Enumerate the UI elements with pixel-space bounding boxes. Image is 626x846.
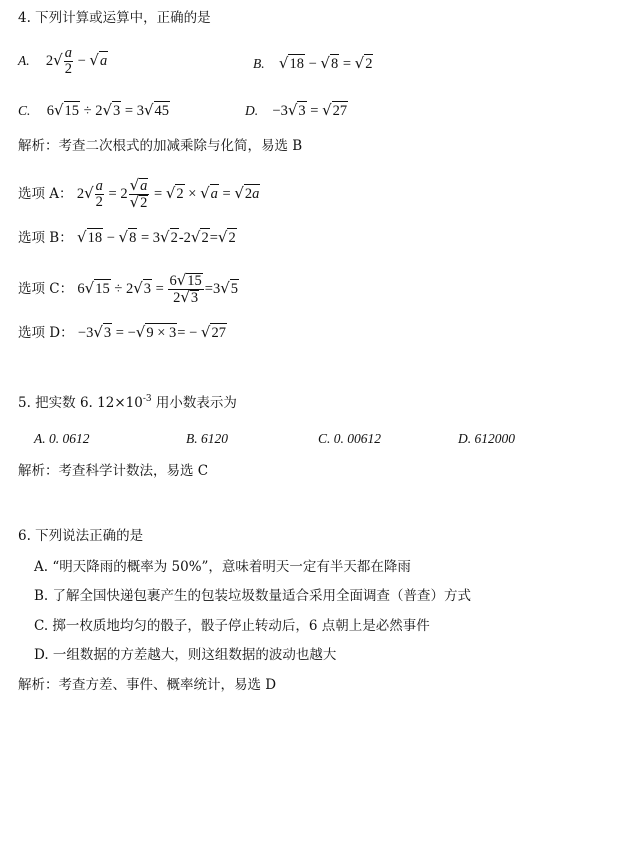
q6-option-d: D. 一组数据的方差越大，则这组数据的波动也越大 xyxy=(34,647,337,663)
q4-explain-d: 选项 D： −3√3 = −√9 × 3= − √27 xyxy=(18,323,226,341)
option-label: A. xyxy=(18,52,30,68)
stem-text-tail: 用小数表示为 xyxy=(151,395,237,411)
q6-analysis: 解析：考查方差、事件、概率统计，易选 D xyxy=(18,677,277,693)
q6-option-a: A. “明天降雨的概率为 50%”，意味着明天一定有半天都在降雨 xyxy=(34,559,411,575)
q4-analysis: 解析：考查二次根式的加减乘除与化简，易选 B xyxy=(18,138,303,154)
option-label: C. xyxy=(18,103,31,118)
explain-label: 选项 A： xyxy=(18,185,73,202)
q6-option-b: B. 了解全国快递包裹产生的包装垃圾数量适合采用全面调查（普查）方式 xyxy=(34,588,472,604)
q6-stem: 6. 下列说法正确的是 xyxy=(18,528,144,544)
option-label: D. xyxy=(245,103,259,118)
q4-option-c: C. 6√15 ÷ 2√3 = 3√45 xyxy=(18,101,170,119)
q5-option-d: D. 612000 xyxy=(458,431,515,446)
stem-text: 5. 把实数 6. 12×10 xyxy=(18,395,143,411)
q5-option-c: C. 0. 00612 xyxy=(318,431,382,446)
explain-label: 选项 D： xyxy=(18,325,74,341)
q5-option-b: B. 6120 xyxy=(186,431,228,446)
q5-analysis: 解析：考查科学计数法，易选 C xyxy=(18,463,209,479)
q4-explain-a: 选项 A： 2√ $\frac{a}{2}$ = 2 $\frac{√a}{√2}$ = √2 × √a = √2a xyxy=(18,176,260,211)
explain-label: 选项 C： xyxy=(18,280,74,297)
option-label: B. xyxy=(253,56,265,71)
q5-stem xyxy=(18,390,237,412)
q4-explain-c: 选项 C： 6√15 ÷ 2√3 = $\frac{6√15}{2√3}$ =3√5 xyxy=(18,271,239,306)
stem-exponent: -3 xyxy=(142,394,152,404)
q6-option-c: C. 掷一枚质地均匀的骰子，骰子停止转动后，6 点朝上是必然事件 xyxy=(34,618,430,634)
q4-option-a: A. 2√ $\frac{a}{2}$ − √a xyxy=(18,45,108,77)
q4-option-b: B. √18 − √8 = √2 xyxy=(253,54,373,72)
q4-option-d: D. −3√3 = √27 xyxy=(245,101,348,119)
q4-stem: 4. 下列计算或运算中，正确的是 xyxy=(18,10,211,26)
q4-explain-b: 选项 B： √18 − √8 = 3√2-2√2=√2 xyxy=(18,228,236,246)
explain-label: 选项 B： xyxy=(18,230,73,246)
q5-option-a: A. 0. 0612 xyxy=(34,431,90,446)
